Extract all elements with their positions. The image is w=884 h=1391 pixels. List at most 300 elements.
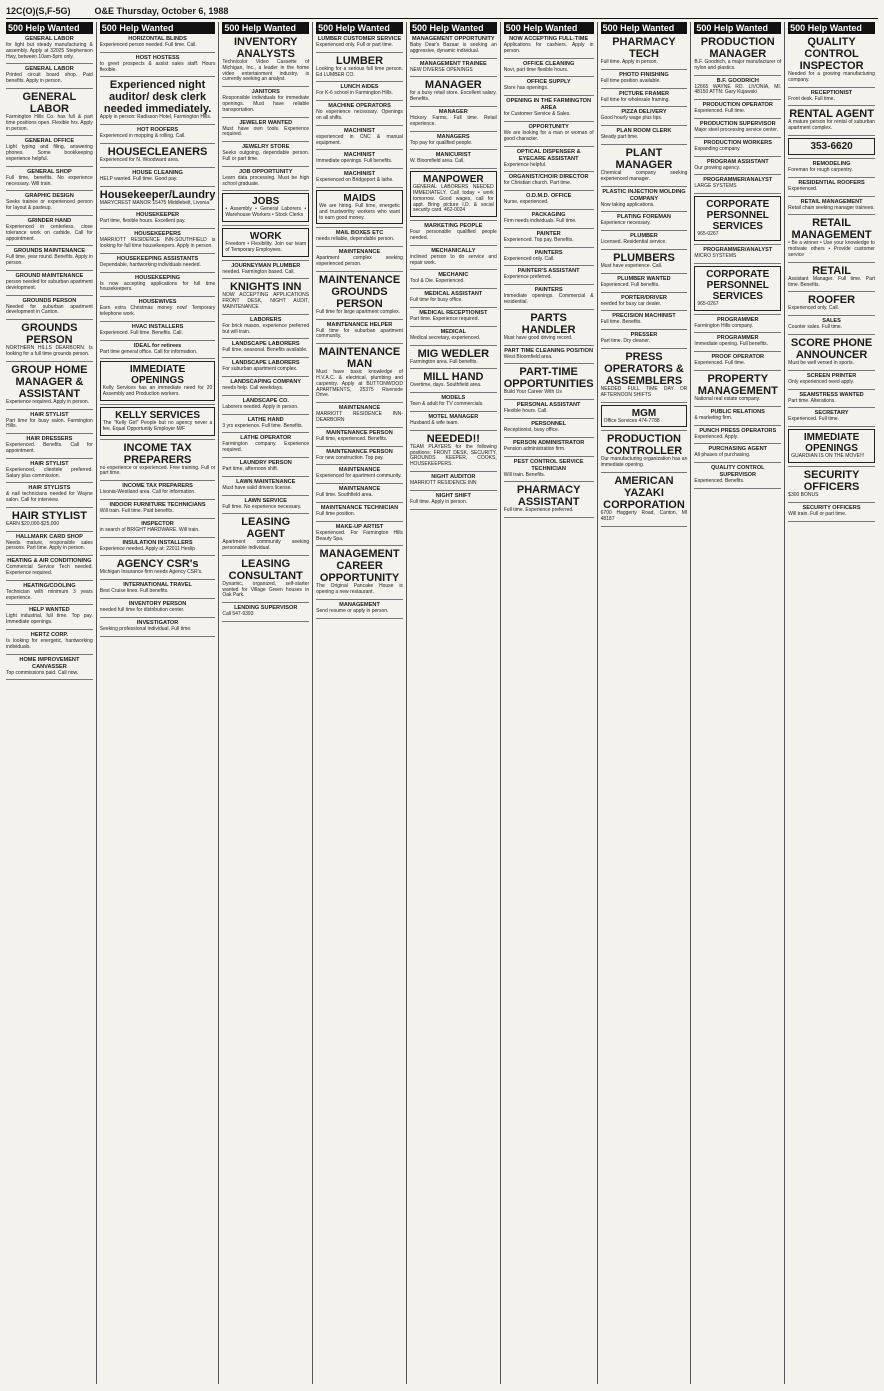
ad-headline: MAINTENANCE MAN: [318, 346, 401, 371]
ad-headline: PROGRAM ASSISTANT: [706, 158, 769, 165]
ad-divider: [504, 399, 594, 400]
ad-divider: [601, 348, 688, 349]
classified-ad: [6, 436, 93, 455]
classified-ad: [6, 169, 93, 188]
ad-headline: PACKAGING: [531, 211, 566, 218]
classified-ad: [410, 61, 497, 74]
classified-ad: [222, 281, 309, 310]
ad-body: TEAM PLAYERS for the following positions: FRONT DESK, SECURITY, GROUNDS KEEPER, COOKS, HOUSEKEEPERS.: [409, 443, 497, 468]
ad-divider: [100, 209, 216, 210]
ad-headline: MACHINIST: [344, 171, 376, 178]
ad-headline: PRODUCTION CONTROLLER: [605, 433, 683, 458]
ad-divider: [788, 466, 875, 467]
classified-ad: [222, 558, 309, 599]
ad-body: Build Your Career With Us: [503, 389, 562, 396]
classified-ad: [504, 440, 594, 453]
ad-body: Part time general office. Call for information.: [99, 348, 198, 355]
classified-ad: [788, 161, 875, 174]
ad-divider: [504, 121, 594, 122]
ad-headline: RETAIL MANAGEMENT: [791, 217, 872, 242]
ad-headline: GROUND MAINTENANCE: [15, 272, 84, 279]
classified-ad: [694, 317, 781, 330]
classified-ad: [100, 324, 216, 337]
classified-ad: [100, 620, 216, 633]
ad-divider: [694, 156, 781, 157]
ad-divider: [316, 521, 403, 522]
ad-divider: [222, 314, 309, 315]
ad-divider: [504, 209, 594, 210]
ad-headline: Housekeeper/Laundry: [99, 188, 216, 201]
ad-body: Experience helpful.: [503, 161, 547, 168]
ad-body: GUARDIAN IS ON THE MOVE!!!: [791, 453, 865, 460]
column-heading: 500 Help Wanted: [504, 22, 594, 34]
ad-headline: MECHANIC: [438, 272, 469, 279]
ad-headline: GENERAL OFFICE: [24, 138, 75, 145]
ad-divider: [6, 580, 93, 581]
classified-ad: [222, 379, 309, 392]
ad-body: Technician with minimum 3 years experience.: [6, 588, 93, 601]
ad-body: needs reliable, dependable person.: [316, 236, 395, 243]
ad-body: Pension administration firm.: [503, 445, 566, 452]
classified-ad: [316, 548, 403, 596]
ad-headline: PHARMACY ASSISTANT: [516, 484, 581, 509]
classified-column: [690, 22, 784, 1384]
ad-body: needs help. Call weekdays.: [222, 384, 284, 391]
classified-ad: [100, 361, 216, 401]
ad-divider: [6, 361, 93, 362]
ad-body: Will train. Full or part time.: [788, 510, 847, 517]
ad-body: needed. Farmington based. Call.: [222, 268, 295, 275]
ad-divider: [694, 425, 781, 426]
ad-headline: ORGANIST/CHOIR DIRECTOR: [508, 174, 589, 181]
ad-headline: IMMEDIATE OPENINGS: [129, 364, 186, 387]
ad-divider: [100, 518, 216, 519]
ad-body: Expanding company.: [694, 145, 741, 152]
ad-divider: [694, 351, 781, 352]
ad-headline: GRAPHIC DESIGN: [25, 193, 74, 200]
ad-headline: INVESTIGATOR: [136, 619, 179, 626]
classified-ad: [100, 407, 216, 436]
classified-ad: [788, 265, 875, 289]
ad-divider: [100, 439, 216, 440]
ad-headline: HOUSEKEEPER: [136, 212, 180, 219]
ad-divider: [788, 370, 875, 371]
ad-divider: [100, 579, 216, 580]
classified-ad: [222, 460, 309, 473]
ad-headline: NIGHT SHIFT: [435, 492, 471, 499]
ad-divider: [694, 174, 781, 175]
ad-body: The Original Pancake House is opening a new restaurant.: [316, 583, 403, 596]
ad-body: Full time. Southfield area.: [316, 492, 373, 499]
classified-ad: [410, 329, 497, 342]
classified-ad: [222, 144, 309, 163]
classified-ad: [100, 442, 216, 478]
ad-body: Experienced for apartment community.: [316, 473, 402, 480]
ad-headline: MACHINIST: [344, 152, 376, 159]
classified-ad: [410, 248, 497, 267]
ad-body: Full time, experienced. Benefits.: [316, 435, 388, 442]
ad-body: LARGE SYSTEMS: [694, 183, 737, 190]
ad-divider: [601, 106, 688, 107]
ad-body: Good hourly wage plus tips.: [600, 115, 663, 122]
ad-divider: [694, 370, 781, 371]
ad-body: Only experienced need apply.: [788, 378, 854, 385]
ad-divider: [410, 490, 497, 491]
classified-ad: [504, 231, 594, 244]
ad-divider: [410, 288, 497, 289]
ad-body: Apartment complex seeking experienced person.: [316, 255, 403, 267]
ad-headline: MAINTENANCE: [338, 486, 381, 493]
ad-body: Call 547-9393: [222, 611, 254, 618]
classified-ad: [316, 467, 403, 480]
ad-divider: [694, 488, 781, 489]
classified-ad: [601, 109, 688, 122]
classified-ad: [222, 605, 309, 618]
ad-headline: PLUMBER: [630, 233, 658, 240]
ad-headline: PAINTER: [536, 230, 561, 237]
ad-body: Full time. Apply in person.: [600, 59, 658, 65]
classified-ad: [100, 146, 216, 164]
ad-body: Front desk. Full time.: [788, 95, 835, 102]
ad-body: • Be a winner • Use your knowledge to motivate others • Provide customer service: [788, 240, 875, 258]
classified-ad: [504, 98, 594, 118]
ad-headline: LANDSCAPE LABORERS: [231, 360, 300, 367]
ad-body: Kelly Services has an immediate need for 20 Assembly and Production workers.: [102, 385, 213, 398]
ad-body: Is looking for energetic, hardworking individuals.: [6, 638, 93, 650]
classified-ad: [6, 607, 93, 626]
classified-ad: [504, 348, 594, 361]
ad-body: Part time, afternoon shift.: [222, 465, 279, 472]
ad-divider: [316, 52, 403, 53]
ad-headline: MAINTENANCE: [338, 467, 381, 474]
ad-divider: [316, 343, 403, 344]
ad-divider: [100, 76, 216, 77]
ad-body: Counter sales. Full time.: [788, 324, 843, 331]
ad-headline: MEDICAL: [440, 328, 467, 335]
ad-divider: [100, 321, 216, 322]
ad-body: MARRIOTT RESIDENCE INN: [409, 479, 477, 486]
classified-ad: [788, 180, 875, 193]
classified-ad: [504, 287, 594, 306]
ad-divider: [100, 358, 216, 359]
ad-divider: [316, 81, 403, 82]
ad-body: Will train. Full time. Paid benefits.: [99, 507, 174, 514]
ad-divider: [601, 402, 688, 403]
ad-divider: [6, 458, 93, 459]
ad-body: Full time. No experience necessary.: [222, 503, 302, 510]
ad-headline: AMERICAN YAZAKI CORPORATION: [603, 474, 685, 511]
ad-headline: MAINTENANCE PERSON: [326, 448, 393, 455]
ad-divider: [694, 118, 781, 119]
ad-divider: [504, 146, 594, 147]
ad-divider: [316, 402, 403, 403]
classified-ad: [316, 55, 403, 79]
classified-ad: [601, 313, 688, 326]
ad-divider: [316, 427, 403, 428]
ad-body: Commercial Service Tech needed. Experience required.: [6, 564, 93, 577]
ad-headline: HOUSEKEEPING ASSISTANTS: [116, 255, 199, 262]
ad-headline: MAINTENANCE GROUNDS PERSON: [318, 273, 401, 310]
ad-divider: [694, 406, 781, 407]
ad-body: Dynamic, organized, self-starter wanted for Village Green houses in Oak Park.: [222, 580, 310, 599]
ad-divider: [788, 105, 875, 106]
ad-headline: MAINTENANCE: [338, 405, 381, 412]
ad-headline: JEWELRY STORE: [242, 144, 290, 151]
classified-ad: [788, 199, 875, 212]
classified-ad: [222, 120, 309, 139]
ad-divider: [601, 430, 688, 431]
classified-ad: [6, 485, 93, 504]
classified-ad: [788, 138, 875, 155]
ad-body: Experienced only. Call.: [503, 255, 555, 262]
ad-divider: [601, 69, 688, 70]
ad-divider: [316, 319, 403, 320]
classified-ad: [222, 228, 309, 257]
classified-ad: [601, 252, 688, 270]
classified-ad: [6, 298, 93, 317]
ad-headline: SALES: [822, 318, 841, 325]
ad-body: Major steel processing service center.: [694, 126, 779, 133]
ad-body: Applications for cashiers. Apply in person.: [503, 42, 594, 54]
classified-ad: [694, 335, 781, 348]
ad-headline: B.F. GOODRICH: [716, 77, 759, 84]
classified-ad: [694, 409, 781, 422]
ad-headline: INSPECTOR: [141, 520, 174, 527]
ad-headline: INSULATION INSTALLERS: [122, 539, 193, 546]
ad-headline: KNIGHTS INN: [229, 281, 302, 294]
ad-headline: MANAGERS: [437, 133, 470, 140]
ad-divider: [100, 340, 216, 341]
classified-ad: [410, 310, 497, 323]
ad-body: & marketing firm.: [694, 414, 733, 421]
classified-ad: [6, 534, 93, 553]
ad-headline: MAINTENANCE TECHNICIAN: [320, 504, 399, 511]
ad-divider: [788, 389, 875, 390]
classified-ad: [316, 346, 403, 399]
ad-divider: [504, 171, 594, 172]
classified-ad: [410, 433, 497, 468]
ad-body: Experience necessary.: [600, 220, 651, 227]
ad-divider: [504, 345, 594, 346]
ad-divider: [100, 143, 216, 144]
ad-divider: [694, 314, 781, 315]
ad-body: Part time. Alterations.: [788, 397, 836, 404]
classified-ad: [316, 128, 403, 147]
classified-ad: [316, 103, 403, 122]
ad-body: Experienced. Apply.: [694, 433, 739, 440]
ad-headline: PHARMACY TECH: [612, 36, 676, 60]
ad-body: Chemical company seeking experienced manager.: [600, 169, 688, 182]
ad-headline: JOBS: [252, 196, 280, 208]
classified-column: [96, 22, 219, 1384]
ad-divider: [222, 225, 309, 226]
classified-ad: [788, 318, 875, 331]
ad-divider: [410, 106, 497, 107]
classified-ad: [100, 256, 216, 269]
ad-body: The "Kelly Girl" People but no agency never a fee. Equal Opportunity Employer M/F: [102, 419, 213, 432]
classified-ad: [694, 102, 781, 115]
classified-ad: [788, 36, 875, 84]
ad-body: Must have good driving record.: [503, 334, 573, 341]
classified-ad: [504, 402, 594, 415]
ad-body: Freedom • Flexibility. Join our team of Temporary Employees.: [225, 240, 307, 253]
classified-ad: [316, 524, 403, 543]
ad-headline: PICTURE FRAMER: [618, 90, 669, 97]
ad-body: Medical secretary, experienced.: [409, 334, 481, 341]
classified-ad: [601, 214, 688, 227]
ad-body: Immediate openings. Full benefits.: [316, 158, 393, 165]
classified-ad: [601, 72, 688, 85]
ad-body: NOW ACCEPTING APPLICATIONS FRONT DESK, NIGHT AUDIT, MAINTENANCE: [222, 292, 310, 310]
classified-ad: [601, 332, 688, 345]
ad-body: Michigan Insurance firm needs Agency CSR's.: [99, 569, 203, 576]
ad-headline: WORK: [249, 230, 282, 242]
classified-ad: [504, 174, 594, 187]
ad-headline: HALLMARK CARD SHOP: [15, 533, 83, 540]
classified-ad: [410, 109, 497, 128]
ad-headline: GROUNDS MAINTENANCE: [13, 248, 86, 255]
ad-headline: LATHE HAND: [247, 416, 284, 423]
ad-body: Part time. Experience required.: [409, 315, 479, 322]
ad-body: Novi, part time flexible hours.: [503, 66, 569, 73]
ad-headline: MANAGEMENT TRAINEE: [419, 60, 487, 67]
ad-headline: JOURNEYMAN PLUMBER: [231, 262, 301, 269]
classified-ad: [222, 498, 309, 511]
ad-headline: PROGRAMMER: [716, 316, 759, 323]
ad-headline: PART-TIME OPPORTUNITIES: [503, 366, 594, 391]
ad-divider: [100, 253, 216, 254]
classified-ad: [694, 266, 781, 311]
ad-divider: [222, 166, 309, 167]
ad-divider: [788, 521, 875, 522]
classified-ad: [694, 140, 781, 153]
ad-headline: PRODUCTION MANAGER: [700, 36, 775, 60]
ad-divider: [788, 315, 875, 316]
ad-headline: LEASING AGENT: [241, 516, 291, 541]
ad-body: Experienced only. Call.: [788, 305, 839, 312]
classified-column: [784, 22, 878, 1384]
ad-divider: [504, 517, 594, 518]
ad-body: Experienced on Bridgeport & lathe.: [316, 177, 394, 184]
ad-body: Farmington area. Full benefits.: [409, 358, 478, 365]
classified-page: [6, 3, 878, 1385]
classified-ad: [6, 66, 93, 85]
classified-ad: [788, 337, 875, 367]
column-heading: 500 Help Wanted: [694, 22, 781, 34]
ad-body: MICRO SYSTEMS: [694, 252, 737, 259]
classified-ad: [316, 322, 403, 341]
classified-ad: [601, 147, 688, 183]
ad-divider: [316, 483, 403, 484]
classified-ad: [316, 230, 403, 243]
ad-headline: PAINTERS: [534, 287, 563, 294]
ad-headline: PART TIME CLEANING POSITION: [504, 347, 594, 354]
ad-divider: [100, 228, 216, 229]
ad-headline: PERSON ADMINISTRATOR: [512, 439, 585, 446]
ad-body: Foreman for rough carpentry.: [788, 166, 853, 173]
classified-ad: [100, 483, 216, 496]
ad-body: Teen & adult for TV commercials.: [409, 401, 484, 408]
classified-ad: [504, 421, 594, 434]
classified-ad: [788, 410, 875, 423]
ad-headline: GRINDER HAND: [27, 217, 72, 224]
ad-headline: HAIR STYLIST: [11, 509, 87, 522]
ad-body: Full time for suburban apartment community.: [316, 327, 403, 340]
ad-headline: MANAGEMENT: [339, 601, 380, 608]
ad-divider: [504, 309, 594, 310]
classified-ad: [222, 317, 309, 336]
ad-divider: [6, 245, 93, 246]
ad-divider: [100, 296, 216, 297]
ad-body: Must be well versed in sports.: [788, 359, 855, 366]
ad-divider: [6, 270, 93, 271]
ad-divider: [100, 404, 216, 405]
ad-body: Full time. Apply in person.: [409, 498, 468, 505]
classified-ad: [788, 392, 875, 405]
ad-divider: [694, 75, 781, 76]
ad-divider: [6, 555, 93, 556]
classified-ad: [100, 170, 216, 183]
classified-ad: [601, 276, 688, 289]
ad-headline: HELP WANTED: [29, 607, 70, 614]
classified-ad: [410, 474, 497, 487]
ad-headline: OFFICE SUPPLY: [526, 79, 571, 86]
classified-ad: [504, 36, 594, 55]
ad-headline: MACHINIST: [344, 127, 376, 134]
ad-headline: PUNCH PRESS OPERATORS: [699, 427, 777, 434]
classified-columns: [6, 22, 878, 1384]
ad-headline: MACHINE OPERATORS: [328, 103, 391, 110]
ad-headline: RETAIL MANAGEMENT: [800, 198, 863, 205]
ad-divider: [316, 187, 403, 188]
ad-body: Experienced for N. Woodward area.: [99, 156, 180, 163]
ad-headline: LAWN MAINTENANCE: [236, 478, 296, 485]
ad-body: Overtime, days. Southfield area.: [409, 382, 482, 389]
ad-divider: [504, 247, 594, 248]
classified-ad: [694, 247, 781, 260]
classified-ad: [6, 91, 93, 132]
ad-divider: [504, 265, 594, 266]
ad-body: Responsible individuals for immediate openings. Must have reliable transportation.: [222, 95, 310, 113]
ad-divider: [694, 137, 781, 138]
ad-body: For suburban apartment complex.: [222, 366, 298, 373]
ad-body: MARYCREST MANOR 15475 Middlebelt, Livonia: [99, 199, 210, 206]
ad-headline: QUALITY CONTROL INSPECTOR: [799, 36, 864, 72]
ad-divider: [222, 555, 309, 556]
ad-body: Office Services 474-7788: [603, 417, 660, 424]
page-folio: [6, 3, 878, 19]
classified-ad: [100, 275, 216, 294]
classified-ad: [6, 657, 93, 677]
ad-body: Tool & Die. Experienced.: [409, 278, 465, 285]
classified-column: [597, 22, 691, 1384]
ad-divider: [222, 278, 309, 279]
classified-ad: [100, 582, 216, 595]
ad-divider: [100, 555, 216, 556]
classified-ad: [316, 171, 403, 184]
ad-body: Needed for suburban apartment development in Canton.: [6, 303, 93, 316]
classified-ad: [100, 79, 216, 121]
column-heading: 500 Help Wanted: [601, 22, 688, 34]
classified-ad: [504, 149, 594, 169]
classified-ad: [6, 322, 93, 358]
ad-divider: [316, 545, 403, 546]
ad-headline: MANPOWER: [423, 174, 484, 186]
ad-body: Laborers needed. Apply in person.: [222, 403, 299, 410]
ad-body: Flexible hours. Call.: [503, 408, 548, 415]
classified-ad: [788, 429, 875, 463]
ad-body: Receptionist, busy office.: [503, 426, 560, 433]
